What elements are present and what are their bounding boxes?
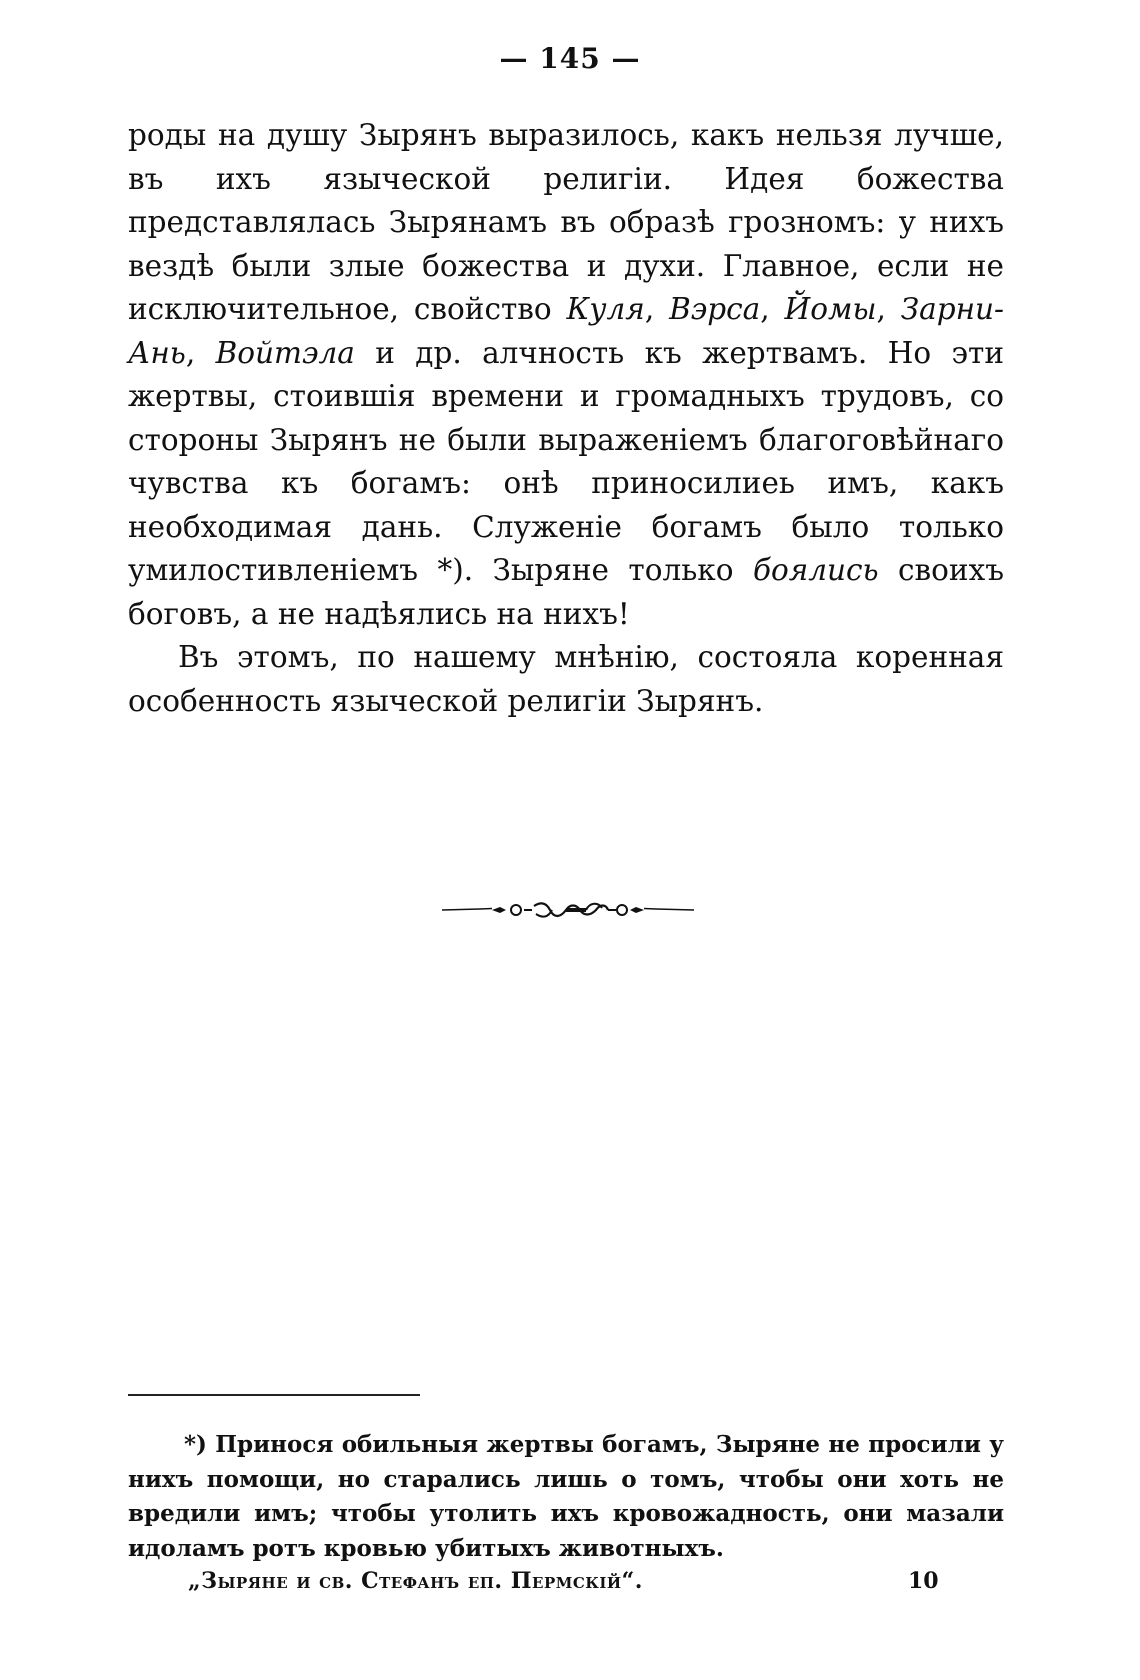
footnote-text: *) Принося обильныя жертвы богамъ, Зыряне не просили у нихъ помощи, но старались лишь о томъ, чтобы они хоть не вредили имъ; чтобы утолить ихъ кровожадность, они мазали идоламъ ротъ кровью убитыхъ животныхъ. [128,1431,1004,1562]
deity-voytela: Войтэла [215,335,355,370]
sheet-number: 10 [908,1568,939,1594]
footnote-rule [128,1394,420,1396]
paragraph-2: Въ этомъ, по нашему мнѣнію, состояла коренная особенность языческой религіи Зырянъ. [128,640,1004,718]
separator: , [876,292,901,326]
separator: , [185,335,216,370]
deity-zarni-an: Зарни-Ань [128,292,1004,370]
deity-yomy: Йомы [784,292,877,326]
main-text [128,114,1004,723]
ornament-divider [440,896,696,924]
paragraph-1-part-c: своихъ боговъ, а не надѣялись на нихъ! [128,553,1004,631]
paragraph-1 [128,114,1004,636]
paragraph-1-part-b: и др. алчность къ жертвамъ. Но эти жертвы, стоившія времени и громадныхъ трудовъ, со стороны Зырянъ не были выраженіемъ благоговѣйнаго чувства къ богамъ: онѣ приносилиеь имъ, какъ необходимая дань. Служеніе богамъ было только умилостивленіемъ *). Зыряне только [128,335,1004,587]
deity-vers: Вэрса [669,292,761,326]
separator: , [644,292,670,326]
paragraph-1-part-a: роды на душу Зырянъ выразилось, какъ нельзя лучше, въ ихъ языческой религіи. Идея божества представлялась Зырянамъ въ образѣ грозномъ: у нихъ вездѣ были злые божества и духи. Главное, если не исключительное, свойство [128,118,1004,326]
deity-kul: Куля [566,292,645,326]
separator: , [760,292,785,326]
footnote [128,1428,1004,1566]
signature-title: „Зыряне и св. Стефанъ еп. Пермскій“. [188,1568,643,1594]
page-number: — 145 — [499,42,641,75]
emphasis-boyalis: боялись [752,553,879,587]
